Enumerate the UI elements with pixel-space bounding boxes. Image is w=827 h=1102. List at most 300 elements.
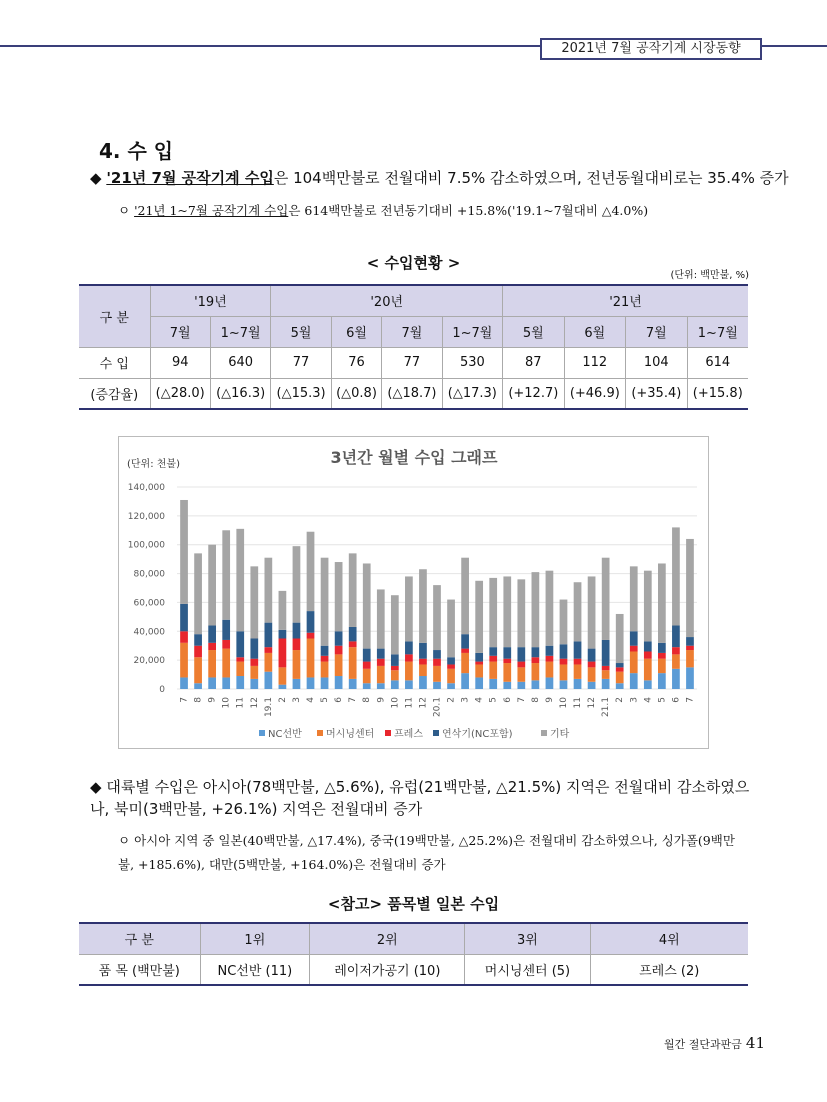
x-tick-label: 6 (334, 697, 345, 703)
x-tick-label: 11 (573, 697, 584, 709)
legend-label: 프레스 (394, 729, 423, 740)
import-table-title: < 수입현황 > (366, 254, 461, 272)
bar-segment (658, 653, 666, 659)
import-status-table (79, 284, 748, 410)
bar-segment (489, 662, 497, 679)
bar-segment (236, 657, 244, 661)
x-tick-label: 2 (446, 697, 457, 703)
bar-segment (307, 611, 315, 633)
bar-segment (546, 646, 554, 656)
bar-segment (264, 558, 272, 623)
x-tick-label: 4 (643, 697, 654, 703)
table-cell: (+46.9) (564, 378, 626, 409)
table-cell: 레이저가공기 (10) (310, 954, 465, 985)
month-header: 6월 (564, 316, 626, 347)
y-tick-label: 80,000 (133, 569, 165, 580)
x-tick-label: 5 (488, 697, 499, 703)
x-tick-label: 5 (320, 697, 331, 703)
x-tick-label: 7 (516, 697, 527, 703)
table-cell: (△15.3) (271, 378, 331, 409)
circle-bullet-icon: ㅇ (118, 203, 131, 218)
bar-segment (377, 666, 385, 683)
x-tick-label: 7 (685, 697, 696, 703)
bar-segment (602, 558, 610, 640)
bar-segment (250, 566, 258, 638)
bar-segment (461, 673, 469, 689)
table-cell: 94 (150, 347, 210, 378)
sub-text: 은 614백만불로 전년동기대비 +15.8%('19.1~7월대비 △4.0%) (288, 203, 649, 218)
bar-segment (672, 669, 680, 689)
bar-segment (180, 500, 188, 604)
bar-segment (686, 646, 694, 650)
bar-segment (461, 649, 469, 653)
table-cell: 머시닝센터 (5) (465, 954, 590, 985)
bar-segment (447, 657, 455, 664)
y-tick-label: 60,000 (133, 598, 165, 609)
bar-segment (391, 680, 399, 689)
table-header: 3위 (465, 923, 590, 954)
x-tick-label: 9 (207, 697, 218, 703)
y-tick-label: 120,000 (127, 511, 165, 522)
table-cell: 77 (382, 347, 442, 378)
bar-segment (264, 647, 272, 653)
bullet-lead: '21년 7월 공작기계 수입 (106, 169, 274, 187)
bar-segment (503, 647, 511, 659)
bar-segment (236, 676, 244, 689)
bar-segment (630, 673, 638, 689)
bar-segment (194, 634, 202, 646)
bar-segment (349, 641, 357, 647)
bar-segment (560, 680, 568, 689)
bar-segment (532, 647, 540, 657)
bar-segment (658, 673, 666, 689)
bar-segment (475, 664, 483, 677)
x-tick-label: 8 (193, 697, 204, 703)
bar-segment (489, 578, 497, 647)
table-header: 4위 (590, 923, 748, 954)
bar-segment (616, 683, 624, 689)
table-cell: 530 (442, 347, 502, 378)
bar-segment (194, 683, 202, 689)
bar-segment (377, 649, 385, 659)
bar-segment (658, 659, 666, 673)
bar-segment (279, 639, 287, 668)
bar-segment (574, 659, 582, 665)
x-tick-label: 9 (544, 697, 555, 703)
bar-segment (546, 656, 554, 662)
bar-segment (517, 579, 525, 647)
bar-segment (405, 654, 413, 661)
bar-segment (321, 558, 329, 646)
chart-svg (119, 437, 710, 750)
row-label: (증감율) (79, 378, 150, 409)
bar-segment (363, 683, 371, 689)
bar-segment (293, 650, 301, 679)
bar-segment (405, 576, 413, 641)
bar-segment (335, 631, 343, 645)
x-tick-label: 9 (376, 697, 387, 703)
bar-segment (321, 662, 329, 678)
bar-segment (335, 562, 343, 631)
bar-segment (180, 643, 188, 678)
legend-swatch (317, 730, 323, 736)
bar-segment (461, 558, 469, 634)
header-rule-left (0, 45, 540, 47)
bar-segment (602, 670, 610, 679)
bar-segment (560, 659, 568, 665)
table-cell: (+35.4) (626, 378, 688, 409)
table-cell: 76 (331, 347, 381, 378)
bar-segment (517, 682, 525, 689)
table-cell: 87 (503, 347, 565, 378)
bar-segment (250, 679, 258, 689)
sub-bullet-asia (118, 829, 750, 877)
bar-segment (686, 650, 694, 667)
x-tick-label: 19.1 (263, 697, 274, 718)
bar-segment (686, 539, 694, 637)
bar-segment (672, 527, 680, 625)
diamond-bullet-icon: ◆ (90, 778, 102, 796)
month-header: 1~7월 (442, 316, 502, 347)
y-tick-label: 100,000 (127, 540, 165, 551)
table-cell: 614 (687, 347, 748, 378)
bar-segment (532, 663, 540, 680)
row-label: 수 입 (79, 347, 150, 378)
bar-segment (391, 654, 399, 666)
table-cell: 77 (271, 347, 331, 378)
bar-segment (405, 641, 413, 654)
bar-segment (363, 563, 371, 648)
month-header: 6월 (331, 316, 381, 347)
bar-segment (349, 553, 357, 627)
bar-segment (517, 662, 525, 668)
bar-segment (250, 639, 258, 659)
bar-segment (307, 633, 315, 639)
group-header: '19년 (150, 285, 271, 316)
bar-segment (560, 600, 568, 645)
y-tick-label: 140,000 (127, 483, 165, 493)
bar-segment (644, 659, 652, 681)
bar-segment (363, 662, 371, 669)
bar-segment (503, 663, 511, 682)
legend-swatch (259, 730, 265, 736)
bar-segment (363, 649, 371, 662)
japan-table-title: <참고> 품목별 일본 수입 (327, 895, 500, 913)
x-tick-label: 5 (657, 697, 668, 703)
bar-segment (307, 639, 315, 678)
month-header: 7월 (150, 316, 210, 347)
bar-segment (588, 662, 596, 668)
bar-segment (475, 662, 483, 665)
bar-segment (546, 662, 554, 678)
import-table-unit: (단위: 백만불, %) (670, 270, 749, 281)
table-header: 구 분 (79, 923, 200, 954)
month-header: 5월 (503, 316, 565, 347)
bullet-text: 대륙별 수입은 아시아(78백만불, △5.6%), 유럽(21백만불, △21.5%) 지역은 전월대비 감소하였으나, 북미(3백만불, +26.1%) 지역은 전월대비 증가 (90, 778, 750, 818)
table-cell: (△17.3) (442, 378, 502, 409)
bar-segment (349, 679, 357, 689)
table-cell: 104 (626, 347, 688, 378)
bar-segment (644, 571, 652, 642)
bar-segment (686, 637, 694, 646)
header-rule-right (762, 45, 827, 47)
bar-segment (433, 682, 441, 689)
bar-segment (461, 653, 469, 673)
table-cell: 640 (210, 347, 270, 378)
bar-segment (433, 650, 441, 659)
x-tick-label: 10 (390, 697, 401, 709)
bar-segment (644, 641, 652, 651)
table-corner: 구 분 (79, 285, 150, 347)
bar-segment (546, 571, 554, 646)
group-header: '20년 (271, 285, 503, 316)
bar-segment (264, 623, 272, 648)
table-row (79, 954, 748, 985)
month-header: 7월 (626, 316, 688, 347)
bar-segment (616, 663, 624, 667)
bar-segment (447, 664, 455, 668)
bar-segment (377, 589, 385, 648)
x-tick-label: 2 (277, 697, 288, 703)
x-tick-label: 6 (671, 697, 682, 703)
bar-segment (574, 679, 582, 689)
bar-segment (630, 566, 638, 631)
x-tick-label: 8 (362, 697, 373, 703)
bar-segment (433, 666, 441, 682)
chart-ylabel: (단위: 천불) (127, 459, 180, 470)
bar-segment (293, 639, 301, 651)
bar-segment (307, 677, 315, 689)
sub-text: 아시아 지역 중 일본(40백만불, △17.4%), 중국(19백만불, △25.2%)은 전월대비 감소하였으나, 싱가폴(9백만불, +185.6%), 대만(5백만불, +164.0%)은 전월대비 증가 (118, 833, 735, 872)
bar-segment (264, 672, 272, 689)
bullet-text: 은 104백만불로 전월대비 7.5% 감소하였으며, 전년동월대비로는 35.4% 증가 (273, 169, 789, 187)
bar-segment (180, 677, 188, 689)
bar-segment (250, 666, 258, 679)
bar-segment (321, 656, 329, 662)
table-cell: (+15.8) (687, 378, 748, 409)
x-tick-label: 3 (460, 697, 471, 703)
chart-title: 3년간 월별 수입 그래프 (330, 448, 498, 467)
legend-swatch (541, 730, 547, 736)
bar-segment (433, 659, 441, 666)
bar-segment (321, 646, 329, 656)
table-cell: 112 (564, 347, 626, 378)
section-title: 4. 수 입 (99, 139, 174, 163)
bar-segment (405, 680, 413, 689)
bar-segment (335, 676, 343, 689)
bar-segment (419, 643, 427, 659)
group-header: '21년 (503, 285, 748, 316)
bar-segment (250, 659, 258, 666)
bar-segment (602, 679, 610, 689)
bar-segment (208, 626, 216, 643)
bar-segment (560, 644, 568, 658)
legend-label: 머시닝센터 (326, 729, 375, 740)
bar-segment (489, 679, 497, 689)
x-tick-label: 2 (615, 697, 626, 703)
japan-import-table (79, 922, 748, 986)
x-tick-label: 21.1 (601, 697, 612, 718)
bar-segment (279, 630, 287, 639)
bar-segment (588, 667, 596, 681)
bar-segment (560, 664, 568, 680)
bar-segment (419, 664, 427, 676)
page-number: 41 (745, 1034, 765, 1052)
bar-segment (672, 654, 680, 668)
bar-segment (658, 563, 666, 642)
bar-segment (475, 653, 483, 662)
x-tick-label: 20.1 (432, 697, 443, 718)
bar-segment (293, 679, 301, 689)
bullet-region-summary (90, 776, 750, 820)
header-title: 2021년 7월 공작기계 시장동향 (540, 38, 762, 60)
bar-segment (475, 581, 483, 653)
table-row (79, 347, 748, 378)
diamond-bullet-icon: ◆ (90, 169, 102, 187)
bar-segment (433, 585, 441, 650)
sub-bullet-ytd (118, 201, 648, 219)
bar-segment (588, 649, 596, 662)
bar-segment (574, 641, 582, 658)
x-tick-label: 3 (291, 697, 302, 703)
x-tick-label: 12 (587, 697, 598, 709)
table-cell: 프레스 (2) (590, 954, 748, 985)
bar-segment (279, 591, 287, 630)
bar-segment (574, 664, 582, 678)
row-label: 품 목 (백만불) (79, 954, 200, 985)
bar-segment (447, 669, 455, 683)
bar-segment (517, 667, 525, 681)
x-tick-label: 7 (179, 697, 190, 703)
bar-segment (658, 643, 666, 653)
bar-segment (616, 667, 624, 671)
bar-segment (532, 572, 540, 647)
x-tick-label: 8 (530, 697, 541, 703)
bar-segment (644, 680, 652, 689)
bar-segment (279, 685, 287, 689)
x-tick-label: 4 (306, 697, 317, 703)
x-tick-label: 10 (558, 697, 569, 709)
x-tick-label: 11 (404, 697, 415, 709)
bar-segment (419, 659, 427, 665)
bar-segment (630, 646, 638, 652)
legend-label: 기타 (550, 729, 570, 740)
bar-segment (644, 651, 652, 658)
bar-segment (588, 682, 596, 689)
bar-segment (630, 631, 638, 645)
bar-segment (349, 647, 357, 679)
bar-segment (489, 656, 497, 662)
y-tick-label: 0 (159, 685, 165, 695)
legend-swatch (385, 730, 391, 736)
bar-segment (503, 576, 511, 647)
x-tick-label: 12 (249, 697, 260, 709)
bar-segment (503, 659, 511, 663)
bar-segment (194, 553, 202, 634)
bar-segment (588, 576, 596, 648)
bar-segment (194, 646, 202, 658)
bar-segment (222, 620, 230, 640)
bar-segment (602, 666, 610, 670)
bar-segment (264, 653, 272, 672)
bar-segment (546, 677, 554, 689)
bar-segment (208, 650, 216, 677)
bar-segment (391, 595, 399, 654)
bar-segment (574, 582, 582, 641)
bar-segment (461, 634, 469, 648)
bar-segment (616, 614, 624, 663)
bar-segment (321, 677, 329, 689)
bar-segment (335, 646, 343, 655)
y-tick-label: 20,000 (133, 656, 165, 667)
table-header: 1위 (200, 923, 310, 954)
bar-segment (208, 545, 216, 626)
bar-segment (532, 680, 540, 689)
bar-segment (489, 647, 497, 656)
x-tick-label: 12 (418, 697, 429, 709)
bar-segment (405, 662, 413, 681)
sub-lead: '21년 1~7월 공작기계 수입 (134, 203, 289, 218)
bar-segment (335, 654, 343, 676)
x-tick-label: 10 (221, 697, 232, 709)
bar-segment (293, 546, 301, 622)
bar-segment (630, 651, 638, 673)
bar-segment (377, 683, 385, 689)
bar-segment (208, 643, 216, 650)
bar-segment (419, 569, 427, 643)
table-cell: (△28.0) (150, 378, 210, 409)
bar-segment (363, 669, 371, 683)
bar-segment (222, 640, 230, 649)
monthly-import-chart (118, 436, 709, 749)
x-tick-label: 6 (502, 697, 513, 703)
bar-segment (532, 657, 540, 663)
bar-segment (475, 677, 483, 689)
publication-name: 월간 절단과판금 (664, 1038, 742, 1051)
bar-segment (672, 626, 680, 648)
bar-segment (391, 666, 399, 670)
bar-segment (236, 631, 244, 657)
bar-segment (686, 667, 694, 689)
bar-segment (222, 649, 230, 678)
x-tick-label: 3 (629, 697, 640, 703)
bar-segment (236, 662, 244, 676)
x-tick-label: 4 (474, 697, 485, 703)
table-cell: NC선반 (11) (200, 954, 310, 985)
bar-segment (194, 657, 202, 683)
table-header: 2위 (310, 923, 465, 954)
legend-label: NC선반 (268, 729, 302, 740)
legend-label: 연삭기(NC포함) (442, 729, 513, 740)
bar-segment (602, 640, 610, 666)
month-header: 7월 (382, 316, 442, 347)
x-tick-label: 7 (348, 697, 359, 703)
y-tick-label: 40,000 (133, 627, 165, 638)
legend-swatch (433, 730, 439, 736)
page-footer (664, 1034, 765, 1052)
bar-segment (180, 631, 188, 643)
bar-segment (293, 623, 301, 639)
month-header: 1~7월 (687, 316, 748, 347)
bar-segment (447, 600, 455, 658)
table-cell: (△18.7) (382, 378, 442, 409)
bar-segment (222, 677, 230, 689)
bar-segment (377, 659, 385, 666)
bar-segment (616, 672, 624, 684)
bar-segment (419, 676, 427, 689)
month-header: 5월 (271, 316, 331, 347)
bar-segment (279, 667, 287, 684)
